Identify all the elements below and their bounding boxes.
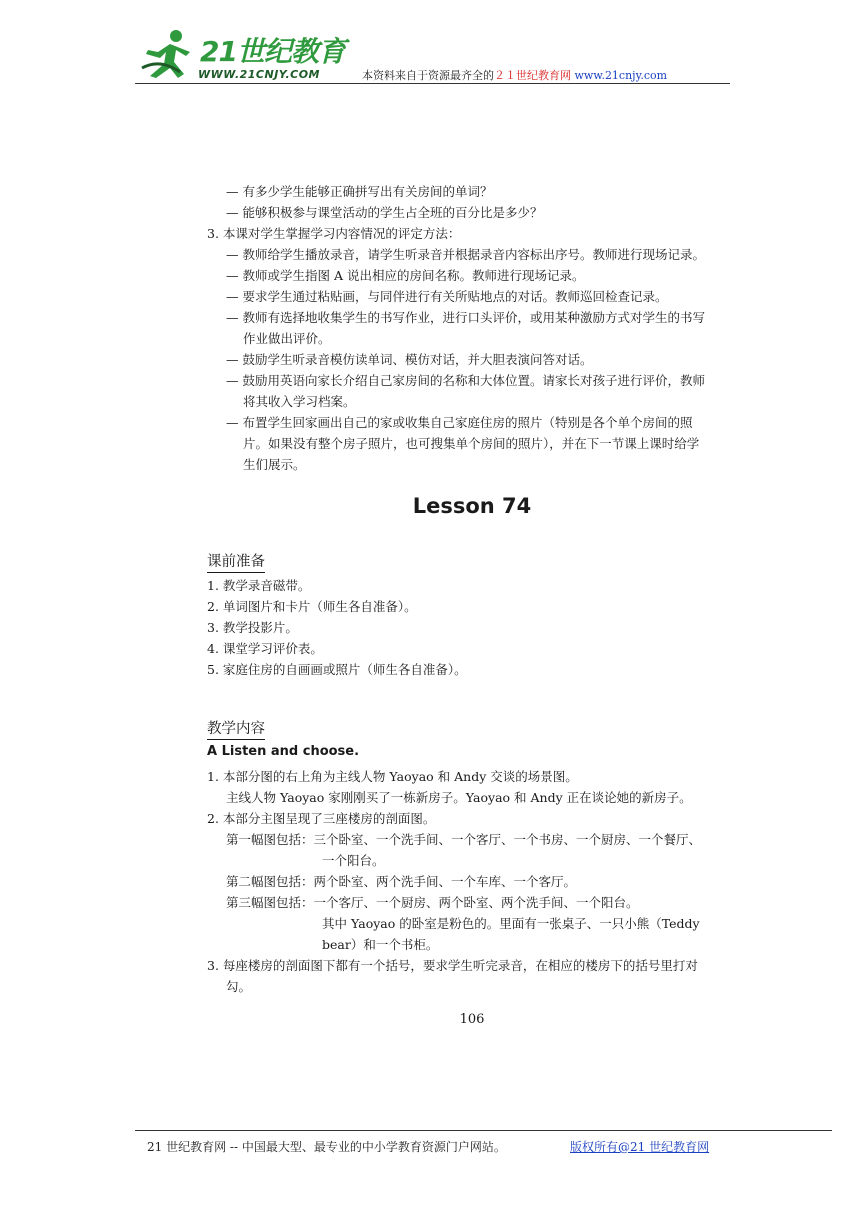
prep-item: 3. 教学投影片。 [207, 620, 298, 635]
eval-line: — 鼓励学生听录音模仿读单词、模仿对话，并大胆表演问答对话。 [226, 352, 593, 367]
eval-line: 生们展示。 [243, 457, 306, 472]
content-line: 1. 本部分图的右上角为主线人物 Yaoyao 和 Andy 交谈的场景图。 [207, 769, 578, 784]
prep-item: 2. 单词图片和卡片（师生各自准备）。 [207, 599, 417, 614]
eval-line: 作业做出评价。 [243, 331, 331, 346]
eval-line: — 能够积极参与课堂活动的学生占全班的百分比是多少？ [226, 205, 543, 220]
eval-line: — 教师有选择地收集学生的书写作业，进行口头评价，或用某种激励方式对学生的书写 [226, 310, 705, 325]
eval-line: — 有多少学生能够正确拼写出有关房间的单词？ [226, 184, 493, 199]
content-line: 3. 每座楼房的剖面图下都有一个括号，要求学生听完录音，在相应的楼房下的括号里打对 [207, 958, 698, 973]
prep-item: 4. 课堂学习评价表。 [207, 641, 323, 656]
content-line: 第三幅图包括：一个客厅、一个厨房、两个卧室、两个洗手间、一个阳台。 [226, 895, 639, 910]
header-source-url[interactable]: www.21cnjy.com [574, 69, 668, 82]
eval-line: 3. 本课对学生掌握学习内容情况的评定方法： [207, 226, 461, 241]
eval-line: — 布置学生回家画出自己的家或收集自己家庭住房的照片（特别是各个单个房间的照 [226, 415, 693, 430]
page-number: 106 [459, 1012, 485, 1027]
prep-item: 5. 家庭住房的自画画或照片（师生各自准备）。 [207, 662, 467, 677]
lesson-title: Lesson 74 [412, 494, 532, 518]
eval-line: 片。如果没有整个房子照片，也可搜集单个房间的照片），并在下一节课上课时给学 [243, 436, 700, 451]
content-heading-text: 教学内容 [207, 717, 265, 740]
eval-line: — 要求学生通过粘贴画，与同伴进行有关所贴地点的对话。教师巡回检查记录。 [226, 289, 668, 304]
content-line: 主线人物 Yaoyao 家刚刚买了一栋新房子。Yaoyao 和 Andy 正在谈论她的新房子。 [226, 790, 692, 805]
content-line: 一个阳台。 [322, 853, 385, 868]
content-line: 其中 Yaoyao 的卧室是粉色的。里面有一张桌子、一只小熊（Teddy [322, 916, 700, 931]
content-line: bear）和一个书柜。 [322, 937, 439, 952]
eval-line: — 鼓励用英语向家长介绍自己家房间的名称和大体位置。请家长对孩子进行评价，教师 [226, 373, 705, 388]
eval-line: — 教师或学生指图 A 说出相应的房间名称。教师进行现场记录。 [226, 268, 585, 283]
eval-line: 将其收入学习档案。 [243, 394, 356, 409]
logo-url: WWW.21CNJY.COM [198, 68, 320, 81]
header-source-prefix: 本资料来自于资源最齐全的 [362, 69, 494, 82]
header-source-brand[interactable]: ２１世纪教育网 [494, 69, 571, 82]
prep-heading [207, 550, 265, 573]
content-line: 第二幅图包括：两个卧室、两个洗手间、一个车库、一个客厅。 [226, 874, 577, 889]
part-a-heading: A Listen and choose. [207, 744, 360, 759]
prep-heading-text: 课前准备 [207, 550, 265, 573]
content-line: 勾。 [226, 979, 252, 994]
footer-copyright-link[interactable]: 版权所有@21 世纪教育网 [570, 1140, 710, 1154]
content-line: 第一幅图包括：三个卧室、一个洗手间、一个客厅、一个书房、一个厨房、一个餐厅、 [226, 832, 702, 847]
prep-item: 1. 教学录音磁带。 [207, 578, 311, 593]
footer-tagline: 21 世纪教育网 -- 中国最大型、最专业的中小学教育资源门户网站。 [147, 1140, 506, 1154]
footer-divider [135, 1130, 832, 1131]
content-heading [207, 717, 265, 740]
eval-line: — 教师给学生播放录音，请学生听录音并根据录音内容标出序号。教师进行现场记录。 [226, 247, 705, 262]
content-line: 2. 本部分主图呈现了三座楼房的剖面图。 [207, 811, 436, 826]
logo-title: 21世纪教育 [200, 35, 345, 68]
